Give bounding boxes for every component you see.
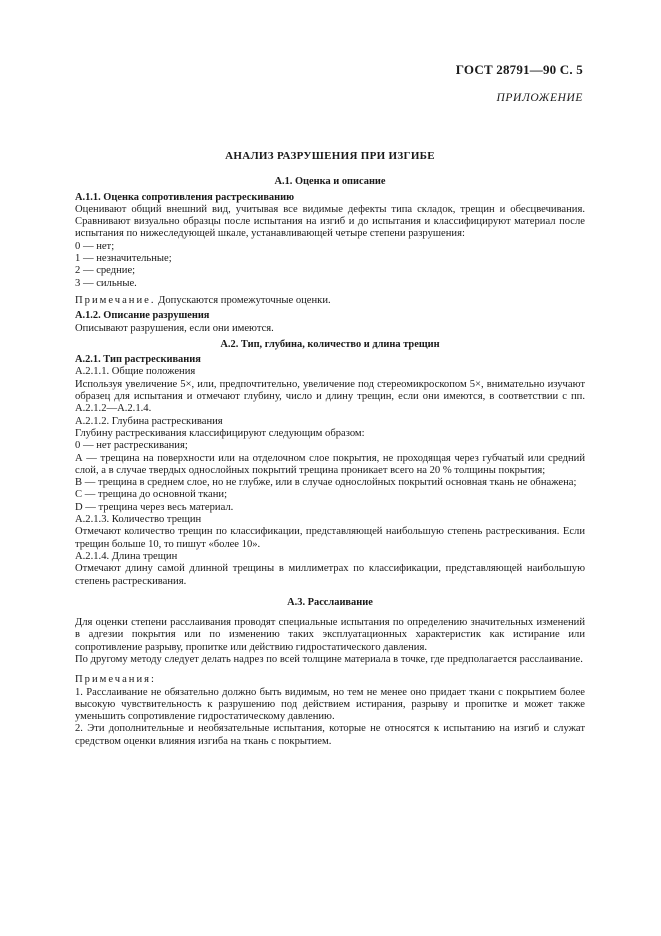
scale-item: 3 — сильные. — [75, 277, 137, 289]
depth-item: В — трещина в среднем слое, но не глубже, или в случае однослойных покрытий основная ткань не обнажена; — [75, 477, 577, 489]
scale-item: 0 — нет; — [75, 240, 115, 252]
depth-item: 0 — нет растрескивания; — [75, 440, 188, 452]
a2213-text: Отмечают количество трещин по классификации, представляющей наибольшую степень растрескивания. Если трещин больше 10, то пишут «более 10». — [75, 526, 585, 550]
a2212-text: Глубину растрескивания классифицируют следующим образом: — [75, 427, 365, 439]
a2211-heading: А.2.1.1. Общие положения — [75, 366, 196, 378]
note-text: Допускаются промежуточные оценки. — [158, 294, 331, 306]
scale-item: 1 — незначительные; — [75, 253, 172, 265]
note-a11 — [75, 295, 585, 307]
section-a1-heading: А.1. Оценка и описание — [274, 176, 386, 188]
a3-paragraph-2: По другому методу следует делать надрез по всей толщине материала в точке, где предполагается расслаивание. — [75, 653, 583, 665]
appendix-label: ПРИЛОЖЕНИЕ — [496, 92, 583, 104]
document-title: АНАЛИЗ РАЗРУШЕНИЯ ПРИ ИЗГИБЕ — [225, 150, 435, 162]
document-header: ГОСТ 28791—90 С. 5 — [455, 62, 583, 77]
a221-heading: А.2.1. Тип растрескивания — [75, 354, 201, 366]
note-1: 1. Расслаивание не обязательно должно быть видимым, но тем не менее оно придает ткани с покрытием более высокую чувствительность к разрушению под действием истирания, разрыву и пропитке и может также уменьшить сопротивление гидростатическому давлению. — [75, 686, 585, 723]
section-a3-heading: А.3. Расслаивание — [287, 596, 373, 608]
depth-item: С — трещина до основной ткани; — [75, 489, 228, 501]
a2214-heading: А.2.1.4. Длина трещин — [75, 550, 178, 562]
a2213-heading: А.2.1.3. Количество трещин — [75, 514, 202, 526]
a112-heading: А.1.2. Описание разрушения — [75, 310, 210, 322]
a111-heading: А.1.1. Оценка сопротивления растрескиванию — [75, 191, 295, 203]
scale-item: 2 — средние; — [75, 265, 136, 277]
a2211-text: Используя увеличение 5×, или, предпочтительно, увеличение под стереомикроскопом 5×, внимательно изучают образец для испытания и отмечают глубину, число и длину трещин, если они имеются, в соответствии с пп. А.2.1.2—А.2.1.4. — [75, 378, 585, 415]
a2212-heading: А.2.1.2. Глубина растрескивания — [75, 415, 223, 427]
notes-label: Примечания: — [75, 674, 156, 686]
note-2: 2. Эти дополнительные и необязательные испытания, которые не относятся к испытанию на изгиб и служат средством оценки влияния изгиба на ткань с покрытием. — [75, 723, 585, 747]
a3-paragraph-1: Для оценки степени расслаивания проводят специальные испытания по определению значительных изменений в адгезии покрытия или по изменению таких эксплуатационных характеристик как истирание или сопротивление разрыву, пропитке или действию гидростатического давления. — [75, 617, 585, 653]
depth-item: А — трещина на поверхности или на отделочном слое покрытия, не проходящая через губчатый или средний слой, а в случае твердых однослойных покрытий трещина проникает всего на 20 % толщины покрытия; — [75, 452, 585, 476]
a112-text: Описывают разрушения, если они имеются. — [75, 322, 274, 334]
document-body — [75, 150, 585, 748]
section-a2-heading: А.2. Тип, глубина, количество и длина трещин — [220, 338, 440, 350]
note-label: Примечание. — [75, 294, 156, 306]
a111-text: Оценивают общий внешний вид, учитывая все видимые дефекты типа складок, трещин и обесцвечивания. Сравнивают визуально образцы после испытания на изгиб и до испытания и классифицируют материал после испытания по нижеследующей шкале, устанавливающей четыре степени разрушения: — [75, 203, 585, 240]
a2214-text: Отмечают длину самой длинной трещины в миллиметрах по классификации, представляющей наибольшую степень растрескивания. — [75, 563, 585, 587]
depth-item: D — трещина через весь материал. — [75, 501, 234, 513]
